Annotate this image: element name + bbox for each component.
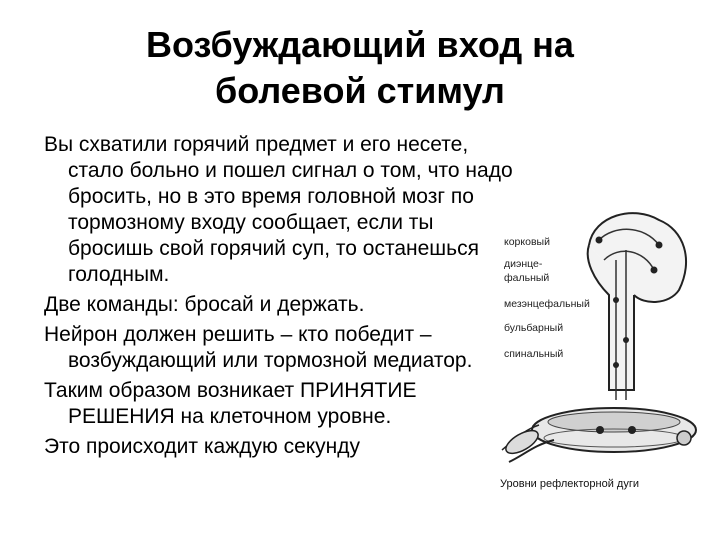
- paragraph-5: Это происходит каждую секунду: [44, 435, 361, 458]
- paragraph-4: Таким образом возникает ПРИНЯТИЕ РЕШЕНИЯ на клеточном уровне.: [44, 379, 417, 428]
- reflex-arc-figure: [494, 200, 716, 500]
- level-label-mesencephalic: мезэнцефальный: [504, 298, 590, 310]
- level-label-diencephalic-2: фальный: [504, 272, 550, 284]
- paragraph-3: Нейрон должен решить – кто победит – возбуждающий или тормозной медиатор.: [44, 323, 473, 372]
- paragraph-2: Две команды: бросай и держать.: [44, 293, 365, 316]
- level-label-cortical: корковый: [504, 236, 550, 248]
- figure-caption: Уровни рефлекторной дуги: [500, 478, 639, 490]
- level-label-diencephalic-1: диэнце-: [504, 258, 543, 270]
- level-label-spinal: спинальный: [504, 348, 564, 360]
- slide-body: [44, 132, 514, 464]
- title-line-2: болевой стимул: [215, 70, 505, 111]
- slide-title: [60, 22, 660, 114]
- level-label-bulbar: бульбарный: [504, 322, 564, 334]
- paragraph-1: Вы схватили горячий предмет и его несете, стало больно и пошел сигнал о том, что надо бросить, но в это время головной мозг по тормозному входу сообщает, если ты бросишь свой горячий суп, то останешься голодным.: [44, 133, 513, 286]
- title-line-1: Возбуждающий вход на: [146, 24, 574, 65]
